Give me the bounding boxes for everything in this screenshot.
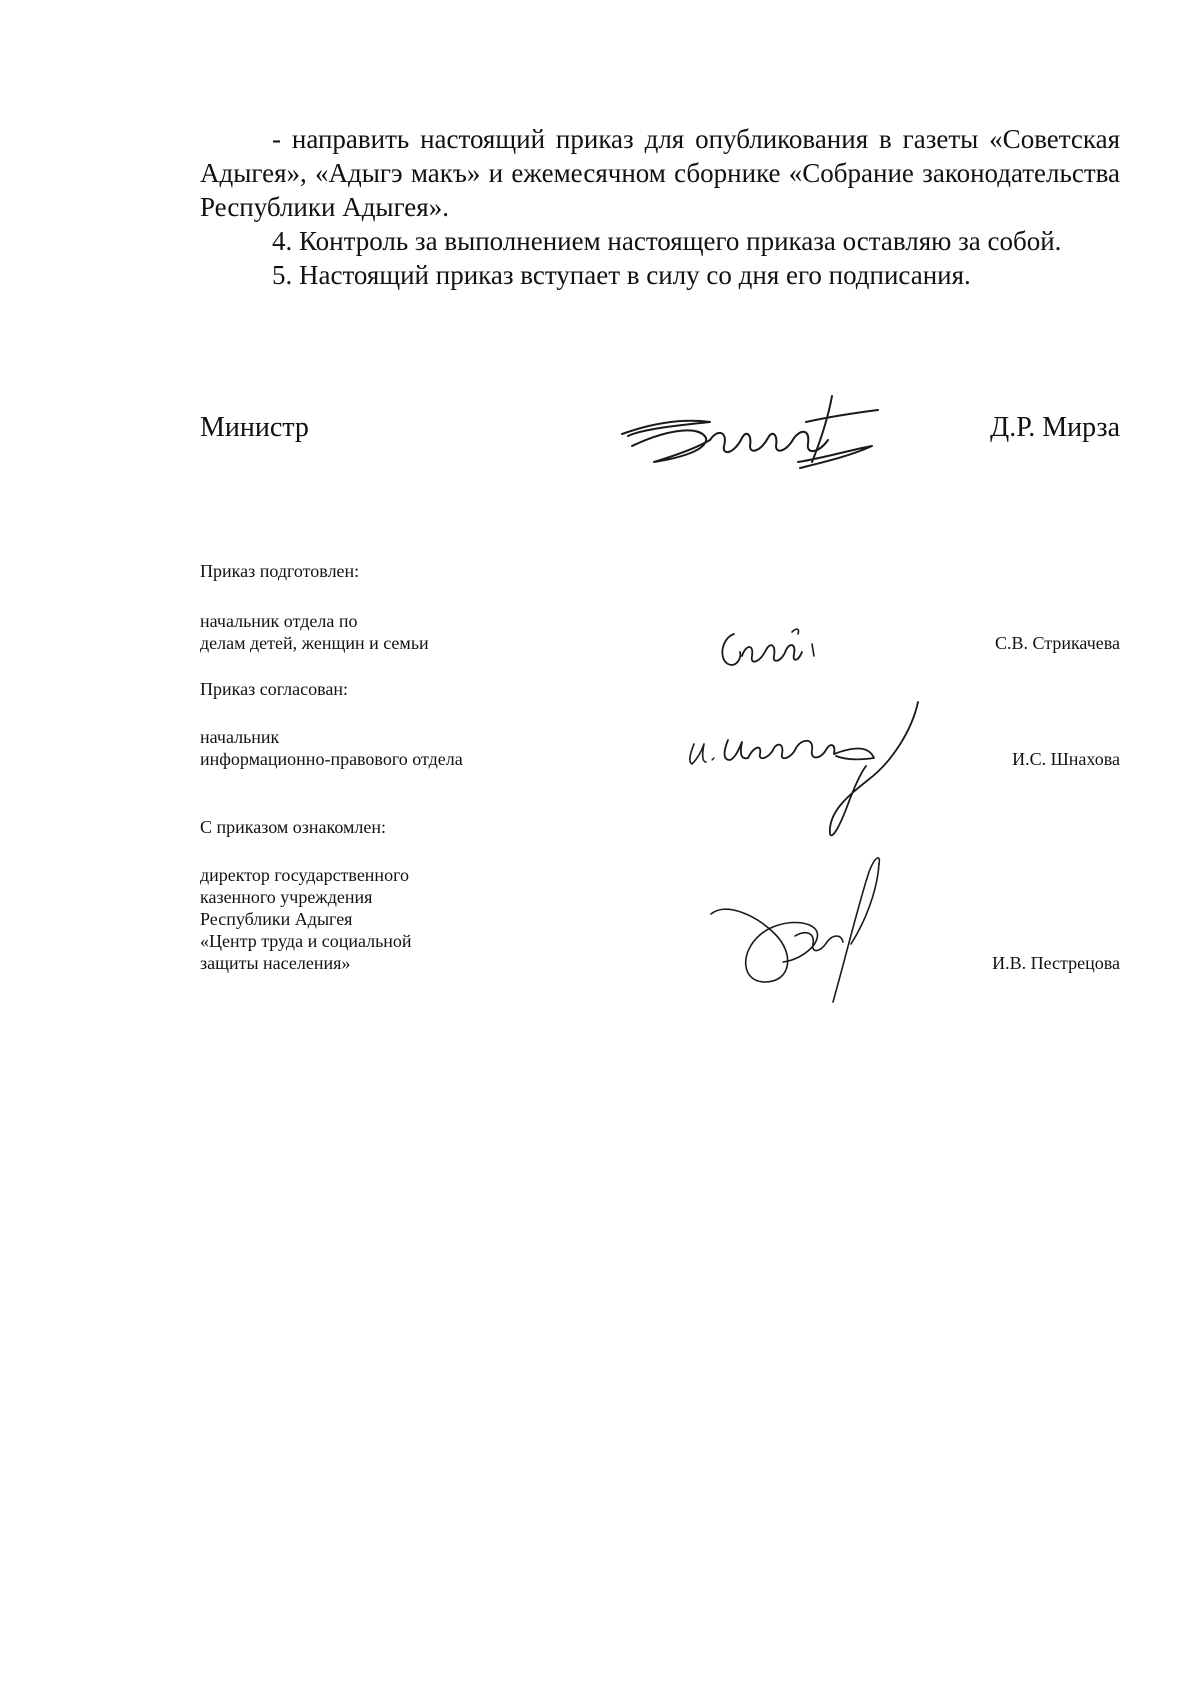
acquainted-position-line4: «Центр труда и социальной bbox=[200, 931, 412, 951]
body-text bbox=[200, 122, 1120, 292]
minister-title: Министр bbox=[200, 412, 309, 443]
acquainted-position-line1: директор государственного bbox=[200, 865, 410, 885]
prepared-position-line2: делам детей, женщин и семьи bbox=[200, 633, 429, 653]
prepared-position-line1: начальник отдела по bbox=[200, 611, 358, 631]
agreed-signature bbox=[680, 700, 920, 840]
agreed-position-line2: информационно-правового отдела bbox=[200, 749, 463, 769]
agreed-name: И.С. Шнахова bbox=[1012, 749, 1120, 769]
prepared-signature bbox=[712, 622, 822, 686]
acquainted-signature bbox=[705, 852, 885, 1012]
agreed-heading: Приказ согласован: bbox=[200, 679, 349, 699]
paragraph-effective: 5. Настоящий приказ вступает в силу со дня его подписания. bbox=[272, 260, 971, 290]
agreed-position-line1: начальник bbox=[200, 727, 280, 747]
acquainted-position-line2: казенного учреждения bbox=[200, 887, 373, 907]
acquainted-name: И.В. Пестрецова bbox=[992, 953, 1120, 973]
minister-signature bbox=[610, 388, 890, 498]
paragraph-control: 4. Контроль за выполнением настоящего приказа оставляю за собой. bbox=[272, 226, 1062, 256]
acquainted-position-line3: Республики Адыгея bbox=[200, 909, 353, 929]
prepared-name: С.В. Стрикачева bbox=[994, 633, 1120, 653]
acquainted-heading: С приказом ознакомлен: bbox=[200, 817, 387, 837]
paragraph-publication: - направить настоящий приказ для опубликования в газеты «Советская Адыгея», «Адыгэ макъ» и ежемесячном сборнике «Собрание законодательства Республики Адыгея». bbox=[200, 124, 1120, 222]
prepared-heading: Приказ подготовлен: bbox=[200, 561, 360, 581]
minister-name: Д.Р. Мирза bbox=[990, 412, 1120, 443]
acquainted-position-line5: защиты населения» bbox=[200, 953, 351, 973]
